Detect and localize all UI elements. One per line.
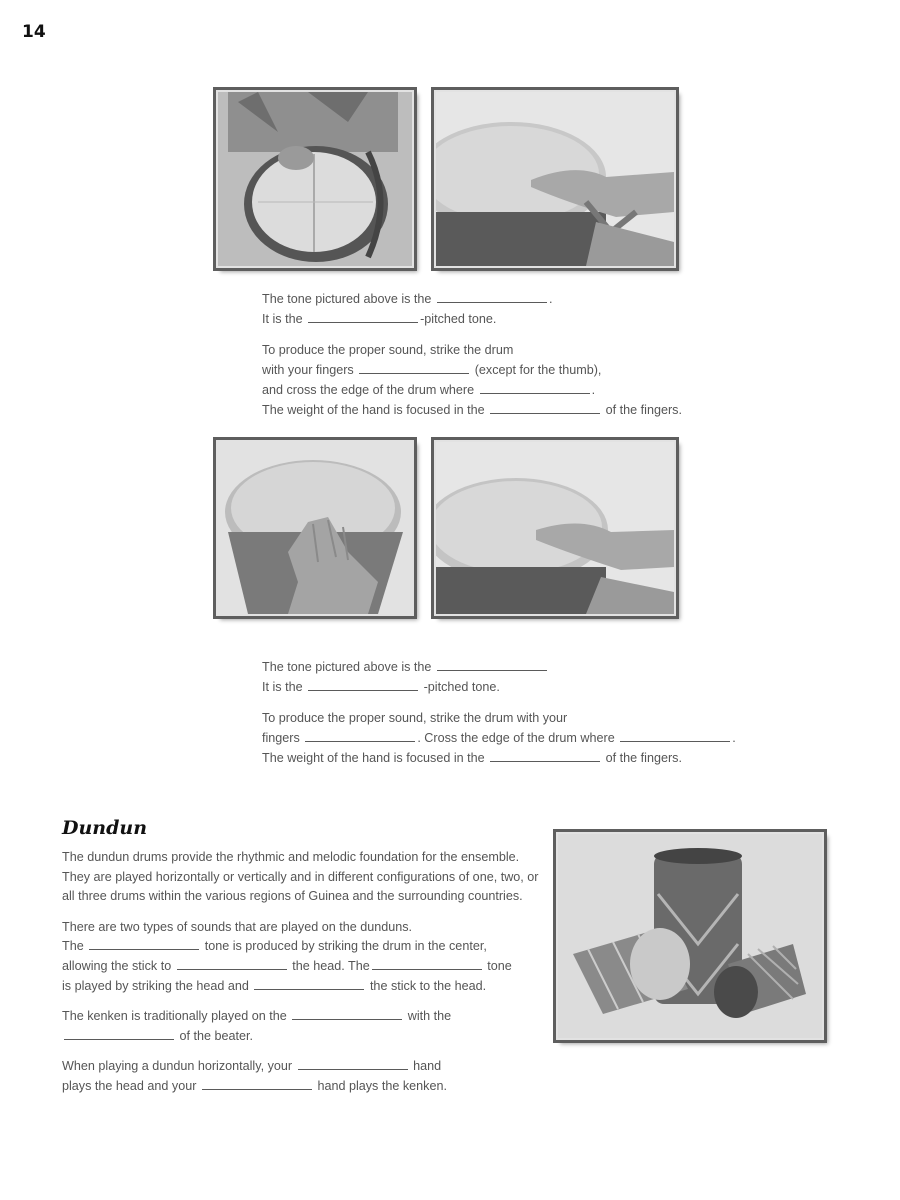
photo-hand-on-drum-2-image [218, 442, 412, 614]
dundun-para2-line1: There are two types of sounds that are played on the dunduns. [62, 919, 413, 934]
tone1-pictured-suffix: . [548, 292, 553, 306]
tone1-weight-blank[interactable] [490, 401, 600, 414]
tone2-questions [262, 657, 736, 768]
dundun-para3-text: The kenken is traditionally played on the [62, 1009, 287, 1024]
dundun-para2-head: the head. The [292, 958, 370, 973]
tone2-produce-line1: To produce the proper sound, strike the drum with your [262, 711, 568, 725]
tone1-pictured-text: The tone pictured above is the [262, 292, 432, 306]
dundun-closed-tone-blank[interactable] [372, 957, 482, 970]
tone2-pictured-text: The tone pictured above is the [262, 660, 432, 674]
tone2-weight-line [262, 748, 736, 768]
tone1-thumb-text: (except for the thumb), [474, 363, 602, 377]
tone2-pitch-text: It is the [262, 680, 303, 694]
tone2-weight-text: The weight of the hand is focused in the [262, 751, 485, 765]
photo-hand-on-drum-1 [434, 90, 676, 268]
dundun-para3-suffix: of the beater. [179, 1028, 254, 1043]
tone2-pitch-blank[interactable] [308, 678, 418, 691]
photo-hand-on-drum-2 [216, 440, 414, 616]
tone1-fingers-text: with your fingers [262, 363, 354, 377]
dundun-para4-text: When playing a dundun horizontally, your [62, 1059, 293, 1074]
dundun-para4-plays: plays the head and your [62, 1078, 197, 1093]
tone2-fingers-text: fingers [262, 731, 300, 745]
tone1-weight-text: The weight of the hand is focused in the [262, 403, 485, 417]
dundun-section [62, 848, 542, 1108]
tone2-tone-blank[interactable] [437, 658, 547, 671]
tone2-produce-line2 [262, 728, 736, 748]
tone2-edge-blank[interactable] [620, 729, 730, 742]
photo-dundun-drums-image [558, 834, 822, 1038]
dundun-para2 [62, 918, 542, 996]
photo-hand-on-drum-3 [434, 440, 676, 616]
dundun-open-tone-blank[interactable] [89, 937, 199, 950]
tone1-tone-blank[interactable] [437, 290, 547, 303]
tone1-edge-suffix: . [591, 383, 596, 397]
dundun-para4-hand: hand [413, 1059, 442, 1074]
tone1-produce-line3 [262, 380, 682, 400]
dundun-kenken-hand-blank[interactable] [202, 1077, 312, 1090]
tone2-weight-blank[interactable] [490, 749, 600, 762]
dundun-title: Dundun [62, 817, 148, 839]
tone1-pitch-blank[interactable] [308, 310, 418, 323]
dundun-para2-played: is played by striking the head and [62, 978, 249, 993]
tone1-produce-line1: To produce the proper sound, strike the drum [262, 343, 514, 357]
dundun-para2-center: tone is produced by striking the drum in the center, [204, 939, 487, 954]
tone1-pitch-line [262, 309, 682, 329]
dundun-stick-blank[interactable] [177, 957, 287, 970]
tone1-produce-line2 [262, 360, 682, 380]
dundun-press-blank[interactable] [254, 977, 364, 990]
dundun-para2-the: The [62, 939, 84, 954]
tone1-weight-suffix: of the fingers. [605, 403, 682, 417]
tone1-weight-line [262, 400, 682, 420]
photo-djembe-overhead [216, 90, 414, 268]
dundun-para2-tone: tone [487, 958, 512, 973]
tone1-pictured-line [262, 289, 682, 309]
photo-dundun-drums [556, 832, 824, 1040]
tone2-edge-suffix: . [732, 731, 736, 745]
dundun-para4 [62, 1057, 542, 1096]
dundun-kenken-blank[interactable] [292, 1007, 402, 1020]
tone2-pitch-suffix: -pitched tone. [423, 680, 500, 694]
tone1-edge-blank[interactable] [480, 381, 590, 394]
dundun-para4-suffix: hand plays the kenken. [317, 1078, 447, 1093]
tone1-pitch-text: It is the [262, 312, 303, 326]
tone1-pitch-suffix: -pitched tone. [420, 312, 497, 326]
tone1-edge-text: and cross the edge of the drum where [262, 383, 475, 397]
tone2-pictured-line [262, 657, 736, 677]
photo-hand-on-drum-1-image [436, 92, 674, 266]
tone1-fingers-blank[interactable] [359, 361, 469, 374]
dundun-head-hand-blank[interactable] [298, 1057, 408, 1070]
page-number: 14 [22, 22, 46, 42]
dundun-para1: The dundun drums provide the rhythmic and melodic foundation for the ensemble. They are played horizontally or vertically and in different configurations of one, two, or all three drums within the various regions of Guinea and the surrounding countries. [62, 850, 539, 904]
tone2-pitch-line [262, 677, 736, 697]
dundun-beater-blank[interactable] [64, 1027, 174, 1040]
tone2-fingers-blank[interactable] [305, 729, 415, 742]
dundun-para3 [62, 1007, 542, 1046]
tone2-edge-text: . Cross the edge of the drum where [417, 731, 615, 745]
photo-hand-on-drum-3-image [436, 442, 674, 614]
dundun-para2-allowing: allowing the stick to [62, 958, 172, 973]
photo-djembe-overhead-image [218, 92, 412, 266]
dundun-para3-with: with the [407, 1009, 452, 1024]
tone2-weight-suffix: of the fingers. [605, 751, 682, 765]
dundun-para2-stick: the stick to the head. [369, 978, 487, 993]
tone1-questions [262, 289, 682, 420]
